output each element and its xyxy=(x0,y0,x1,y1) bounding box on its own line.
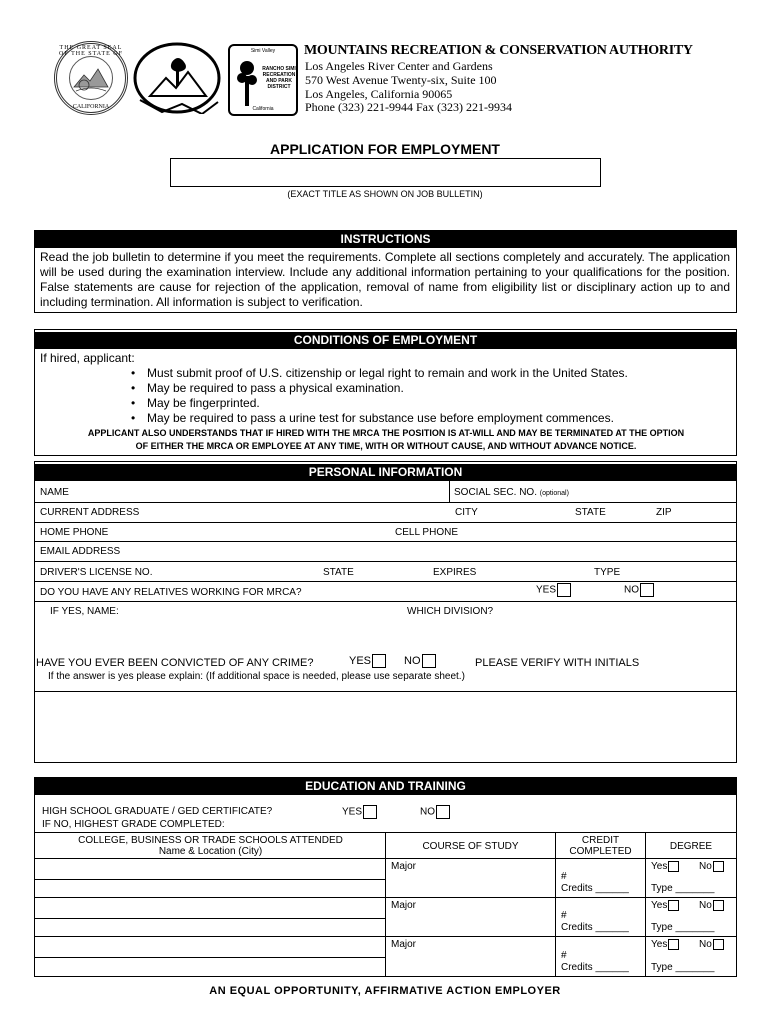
relatives-no-checkbox[interactable] xyxy=(640,583,654,597)
school-name-input[interactable] xyxy=(35,898,385,936)
instructions-text: Read the job bulletin to determine if you meet the requirements. Complete all sections completely and accurately. The application will be used during the examination interview. Include any additional information pertaining to your qualifications for the position. False statements are cause for rejection of the application, removal of name from eligibility list or disciplinary action up to and including termination. All information is subject to verification. xyxy=(40,250,730,309)
hs-yes-checkbox[interactable] xyxy=(363,805,377,819)
at-will-notice-line-2: OF EITHER THE MRCA OR EMPLOYEE AT ANY TIME, WITH OR WITHOUT CAUSE, AND WITHOUT ADVANCE NOTICE. xyxy=(135,441,637,451)
degree-type-field[interactable]: Type _______ xyxy=(651,883,715,894)
address-line-3: Los Angeles, California 90065 xyxy=(305,87,453,101)
address-line-2: 570 West Avenue Twenty-six, Suite 100 xyxy=(305,73,497,87)
degree-yes-checkbox[interactable] xyxy=(668,900,679,911)
credits-field[interactable]: Credits ______ xyxy=(561,922,629,933)
organization-name: MOUNTAINS RECREATION & CONSERVATION AUTHORITY xyxy=(304,43,693,58)
condition-item: • May be required to pass a urine test for substance use before employment commences. xyxy=(131,411,614,425)
col-header-school: COLLEGE, BUSINESS OR TRADE SCHOOLS ATTENDED xyxy=(78,835,343,846)
instructions-heading: INSTRUCTIONS xyxy=(34,231,737,248)
seal-center-icon xyxy=(69,56,113,100)
relatives-question: DO YOU HAVE ANY RELATIVES WORKING FOR MRCA? xyxy=(40,587,302,598)
relative-name-field[interactable]: IF YES, NAME: xyxy=(50,606,119,617)
credits-hash: # xyxy=(561,910,567,921)
rancho-top-text: Simi Valley xyxy=(250,48,276,54)
col-header-credit: CREDIT xyxy=(581,835,620,846)
tree-icon xyxy=(234,58,260,108)
school-name-input[interactable] xyxy=(35,859,385,897)
credits-hash: # xyxy=(561,950,567,961)
rancho-name-text: RANCHO SIMI RECREATION AND PARK DISTRICT xyxy=(262,66,296,90)
degree-no-checkbox[interactable] xyxy=(713,861,724,872)
major-field[interactable]: Major xyxy=(391,939,417,950)
california-state-seal xyxy=(54,41,128,115)
license-type-field[interactable]: TYPE xyxy=(594,567,621,578)
relatives-yes-checkbox[interactable] xyxy=(557,583,571,597)
degree-no-option[interactable]: No xyxy=(699,900,724,911)
rancho-simi-logo xyxy=(228,44,298,116)
degree-no-checkbox[interactable] xyxy=(713,900,724,911)
rancho-bottom-text: California xyxy=(252,106,274,112)
condition-item: • May be required to pass a physical examination. xyxy=(131,381,404,395)
credits-field[interactable]: Credits ______ xyxy=(561,883,629,894)
at-will-notice-line-1: APPLICANT ALSO UNDERSTANDS THAT IF HIRED WITH THE MRCA THE POSITION IS AT-WILL AND MAY BE TERMINATED AT THE OPTION xyxy=(87,428,685,438)
col-header-course: COURSE OF STUDY xyxy=(422,841,519,852)
degree-yes-option[interactable]: Yes xyxy=(651,900,679,911)
major-field[interactable]: Major xyxy=(391,861,417,872)
hs-question: HIGH SCHOOL GRADUATE / GED CERTIFICATE? xyxy=(42,806,273,817)
state-field[interactable]: STATE xyxy=(575,507,606,518)
condition-item: • May be fingerprinted. xyxy=(131,396,260,410)
crime-yes-checkbox[interactable] xyxy=(372,654,386,668)
footer-eeo-statement: AN EQUAL OPPORTUNITY, AFFIRMATIVE ACTION EMPLOYER xyxy=(209,985,561,997)
license-state-field[interactable]: STATE xyxy=(323,567,354,578)
degree-no-option[interactable]: No xyxy=(699,939,724,950)
page-title: APPLICATION FOR EMPLOYMENT xyxy=(270,141,500,157)
school-name-input[interactable] xyxy=(35,937,385,976)
relative-division-field[interactable]: WHICH DIVISION? xyxy=(407,606,494,617)
crime-explain-label: If the answer is yes please explain: (If additional space is needed, please use separate sheet.) xyxy=(48,671,465,682)
email-field[interactable]: EMAIL ADDRESS xyxy=(40,546,121,557)
license-field[interactable]: DRIVER'S LICENSE NO. xyxy=(40,567,153,578)
conditions-intro: If hired, applicant: xyxy=(40,351,135,365)
hs-yes-option[interactable]: YES xyxy=(342,805,377,819)
col-header-credit-sub: COMPLETED xyxy=(569,846,632,857)
address-field[interactable]: CURRENT ADDRESS xyxy=(40,507,140,518)
crime-yes-option[interactable]: YES xyxy=(349,654,386,668)
conditions-heading: CONDITIONS OF EMPLOYMENT xyxy=(34,332,737,349)
verify-initials-label: PLEASE VERIFY WITH INITIALS xyxy=(475,657,640,669)
degree-yes-option[interactable]: Yes xyxy=(651,939,679,950)
crime-question: HAVE YOU EVER BEEN CONVICTED OF ANY CRIME? xyxy=(36,657,314,669)
relatives-no-option[interactable]: NO xyxy=(624,583,654,597)
credits-field[interactable]: Credits ______ xyxy=(561,962,629,973)
degree-type-field[interactable]: Type _______ xyxy=(651,962,715,973)
highest-grade-field[interactable]: IF NO, HIGHEST GRADE COMPLETED: xyxy=(42,819,225,830)
major-field[interactable]: Major xyxy=(391,900,417,911)
crime-no-checkbox[interactable] xyxy=(422,654,436,668)
address-line-1: Los Angeles River Center and Gardens xyxy=(305,59,493,73)
seal-top-text: THE GREAT SEAL OF THE STATE OF xyxy=(59,45,123,57)
job-title-field[interactable] xyxy=(170,158,601,187)
zip-field[interactable]: ZIP xyxy=(656,507,672,518)
city-field[interactable]: CITY xyxy=(455,507,478,518)
hs-no-checkbox[interactable] xyxy=(436,805,450,819)
degree-type-field[interactable]: Type _______ xyxy=(651,922,715,933)
phone-fax: Phone (323) 221-9944 Fax (323) 221-9934 xyxy=(305,100,512,114)
personal-info-heading: PERSONAL INFORMATION xyxy=(34,464,737,481)
degree-no-checkbox[interactable] xyxy=(713,939,724,950)
crime-explanation-area[interactable] xyxy=(36,692,735,761)
education-heading: EDUCATION AND TRAINING xyxy=(34,778,737,795)
mrca-logo xyxy=(132,42,222,114)
crime-no-option[interactable]: NO xyxy=(404,654,436,668)
col-header-school-sub: Name & Location (City) xyxy=(158,846,263,857)
hs-no-option[interactable]: NO xyxy=(420,805,450,819)
relatives-yes-option[interactable]: YES xyxy=(536,583,571,597)
seal-bottom-text: CALIFORNIA xyxy=(72,104,110,110)
degree-yes-checkbox[interactable] xyxy=(668,861,679,872)
credits-hash: # xyxy=(561,871,567,882)
name-field[interactable]: NAME xyxy=(40,487,69,498)
home-phone-field[interactable]: HOME PHONE xyxy=(40,527,109,538)
degree-no-option[interactable]: No xyxy=(699,861,724,872)
job-title-caption: (EXACT TITLE AS SHOWN ON JOB BULLETIN) xyxy=(287,189,483,199)
degree-yes-option[interactable]: Yes xyxy=(651,861,679,872)
degree-yes-checkbox[interactable] xyxy=(668,939,679,950)
ssn-field[interactable]: SOCIAL SEC. NO. (optional) xyxy=(454,487,569,498)
license-expires-field[interactable]: EXPIRES xyxy=(433,567,477,578)
cell-phone-field[interactable]: CELL PHONE xyxy=(395,527,458,538)
col-header-degree: DEGREE xyxy=(669,841,713,852)
condition-item: • Must submit proof of U.S. citizenship or legal right to remain and work in the United States. xyxy=(131,366,628,380)
